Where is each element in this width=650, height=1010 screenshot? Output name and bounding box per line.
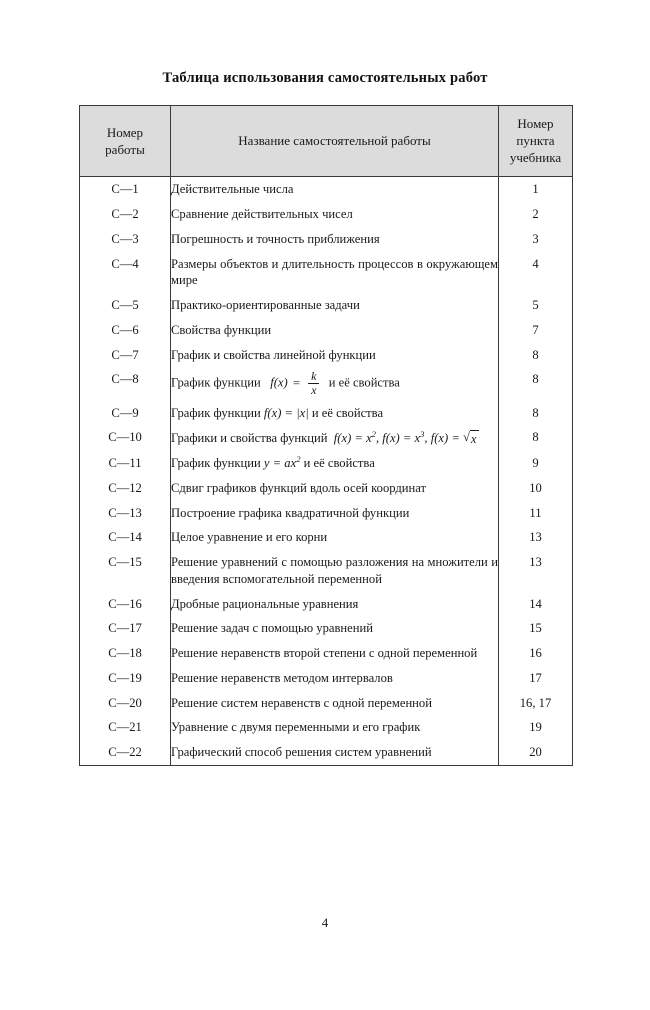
table-row — [80, 451, 573, 476]
cell-work-name: Решение неравенств методом интервалов — [171, 666, 499, 691]
math-fraction — [308, 370, 319, 395]
cell-item-number: 13 — [529, 530, 542, 545]
column-header-item-number — [499, 106, 573, 177]
math-expression-3-base: f(x) = — [430, 431, 460, 446]
math-quadratic-exponent: 2 — [296, 454, 301, 465]
table-row — [80, 616, 573, 641]
table-row — [80, 367, 573, 400]
cell-work-name: Действительные числа — [171, 177, 499, 202]
math-quadratic-base: y = ax — [263, 456, 297, 471]
column-header-work-name: Название самостоятельной работы — [171, 106, 499, 177]
table-row — [80, 550, 573, 591]
math-text-prefix: Графики и свойства функций — [171, 431, 328, 446]
table-body — [80, 177, 573, 765]
math-text-prefix: График функции — [171, 405, 261, 420]
cell-work-number: С—20 — [80, 691, 171, 716]
cell-work-number: С—16 — [80, 592, 171, 617]
cell-item-number: 2 — [532, 207, 539, 222]
cell-work-number: С—4 — [80, 252, 171, 293]
column-header-item-number-line2: пункта — [516, 133, 555, 149]
cell-work-name: Практико-ориентированные задачи — [171, 293, 499, 318]
math-fx: f(x) — [270, 375, 288, 390]
cell-work-number: С—9 — [80, 401, 171, 426]
cell-work-name: Размеры объектов и длительность процессов в окружающем мире — [171, 252, 499, 293]
cell-item-number: 8 — [532, 430, 539, 445]
math-abs-expression: f(x) = |x| — [263, 405, 309, 420]
cell-work-number: С—12 — [80, 476, 171, 501]
math-equals: = — [292, 375, 300, 390]
cell-work-number: С—3 — [80, 227, 171, 252]
cell-item-number: 11 — [529, 505, 542, 520]
cell-work-number: С—6 — [80, 318, 171, 343]
cell-work-name: Погрешность и точность приближения — [171, 227, 499, 252]
cell-work-name: Решение неравенств второй степени с одной переменной — [171, 641, 499, 666]
table-header — [80, 106, 573, 177]
math-text-prefix: График функции — [171, 456, 261, 471]
math-text-suffix: и её свойства — [311, 405, 384, 420]
cell-item-number: 16, 17 — [519, 695, 552, 710]
cell-work-name: Построение графика квадратичной функции — [171, 501, 499, 526]
usage-table — [79, 105, 573, 766]
table-row — [80, 227, 573, 252]
cell-work-name: Решение задач с помощью уравнений — [171, 616, 499, 641]
cell-work-name-math — [171, 367, 499, 400]
cell-item-number: 15 — [529, 621, 542, 636]
math-text-prefix: График функции — [171, 375, 261, 390]
table-row — [80, 525, 573, 550]
cell-work-name: Целое уравнение и его корни — [171, 525, 499, 550]
cell-work-number: С—18 — [80, 641, 171, 666]
table-row — [80, 666, 573, 691]
cell-item-number: 10 — [529, 480, 542, 495]
cell-work-number: С—5 — [80, 293, 171, 318]
sqrt-icon: √ — [462, 430, 470, 445]
math-sqrt-argument: x — [470, 432, 477, 447]
table-row — [80, 740, 573, 765]
math-fraction-numerator: k — [311, 369, 317, 384]
math-expression-1-base: f(x) = x — [333, 431, 372, 446]
cell-work-name-math: Графики и свойства функций $f(x) = x^2$, $f(x) = x^3$, f(x) = √x — [171, 425, 499, 451]
cell-item-number: 3 — [532, 231, 539, 246]
cell-work-name: Сдвиг графиков функций вдоль осей координат — [171, 476, 499, 501]
cell-work-name: Свойства функции — [171, 318, 499, 343]
cell-item-number: 5 — [532, 298, 539, 313]
cell-work-number: С—13 — [80, 501, 171, 526]
math-expression-1 — [334, 431, 376, 445]
table-row — [80, 641, 573, 666]
math-expression-2-base: f(x) = x — [382, 431, 421, 446]
cell-item-number: 13 — [529, 555, 542, 570]
cell-work-name-math — [171, 401, 499, 426]
cell-work-number: С—1 — [80, 177, 171, 202]
table-row — [80, 202, 573, 227]
cell-item-number: 8 — [532, 347, 539, 362]
math-expression-1-exponent: 2 — [371, 429, 376, 440]
cell-item-number: 19 — [529, 720, 542, 735]
table-row — [80, 318, 573, 343]
cell-work-name: Графический способ решения систем уравнений — [171, 740, 499, 765]
table-row — [80, 401, 573, 426]
table-row — [80, 501, 573, 526]
cell-item-number: 8 — [532, 372, 539, 387]
cell-work-name: График и свойства линейной функции — [171, 343, 499, 368]
math-text-suffix: и её свойства — [328, 375, 400, 390]
cell-work-number: С—21 — [80, 715, 171, 740]
math-quadratic-expression — [264, 456, 301, 470]
cell-work-name: Решение систем неравенств с одной переменной — [171, 691, 499, 716]
table-row — [80, 476, 573, 501]
math-expression-2-exponent: 3 — [420, 429, 425, 440]
column-header-item-number-line1: Номер — [517, 116, 554, 131]
math-fraction-denominator: x — [308, 383, 319, 396]
table-row — [80, 715, 573, 740]
table-row — [80, 425, 573, 451]
cell-item-number: 20 — [529, 745, 542, 760]
math-expression-3 — [431, 431, 479, 445]
cell-item-number: 14 — [529, 596, 542, 611]
cell-item-number: 8 — [532, 405, 539, 420]
cell-item-number: 17 — [529, 670, 542, 685]
cell-work-number: С—7 — [80, 343, 171, 368]
math-text-suffix: и её свойства — [303, 456, 375, 471]
cell-item-number: 16 — [529, 646, 542, 661]
table-header-row — [80, 106, 573, 177]
cell-item-number: 9 — [532, 456, 539, 471]
cell-work-number: С—10 — [80, 425, 171, 451]
table-row — [80, 691, 573, 716]
column-header-work-number-line1: Номер — [106, 124, 144, 140]
cell-work-number: С—8 — [80, 367, 171, 400]
table-row — [80, 252, 573, 293]
cell-work-name: Решение уравнений с помощью разложения на множители и введения вспомогательной переменной — [171, 550, 499, 591]
table-row — [80, 177, 573, 202]
cell-item-number: 7 — [532, 322, 539, 337]
cell-work-number: С—17 — [80, 616, 171, 641]
column-header-work-number-line2: работы — [105, 141, 145, 157]
column-header-item-number-line3: учебника — [509, 150, 562, 166]
cell-item-number: 4 — [532, 256, 539, 271]
cell-item-number: 1 — [532, 182, 539, 197]
page-title: Таблица использования самостоятельных работ — [162, 70, 488, 86]
usage-table-wrapper — [79, 105, 572, 766]
math-expression-2 — [382, 431, 424, 445]
page-number: 4 — [321, 915, 329, 930]
cell-work-number: С—19 — [80, 666, 171, 691]
cell-work-name: Сравнение действительных чисел — [171, 202, 499, 227]
table-row — [80, 592, 573, 617]
cell-work-number: С—2 — [80, 202, 171, 227]
cell-work-name: Уравнение с двумя переменными и его график — [171, 715, 499, 740]
cell-work-number: С—11 — [80, 451, 171, 476]
table-row — [80, 293, 573, 318]
cell-work-number: С—14 — [80, 525, 171, 550]
cell-work-number: С—15 — [80, 550, 171, 591]
table-row — [80, 343, 573, 368]
cell-work-number: С—22 — [80, 740, 171, 765]
column-header-work-number — [80, 106, 171, 177]
cell-work-name: Дробные рациональные уравнения — [171, 592, 499, 617]
cell-work-name-math — [171, 451, 499, 476]
